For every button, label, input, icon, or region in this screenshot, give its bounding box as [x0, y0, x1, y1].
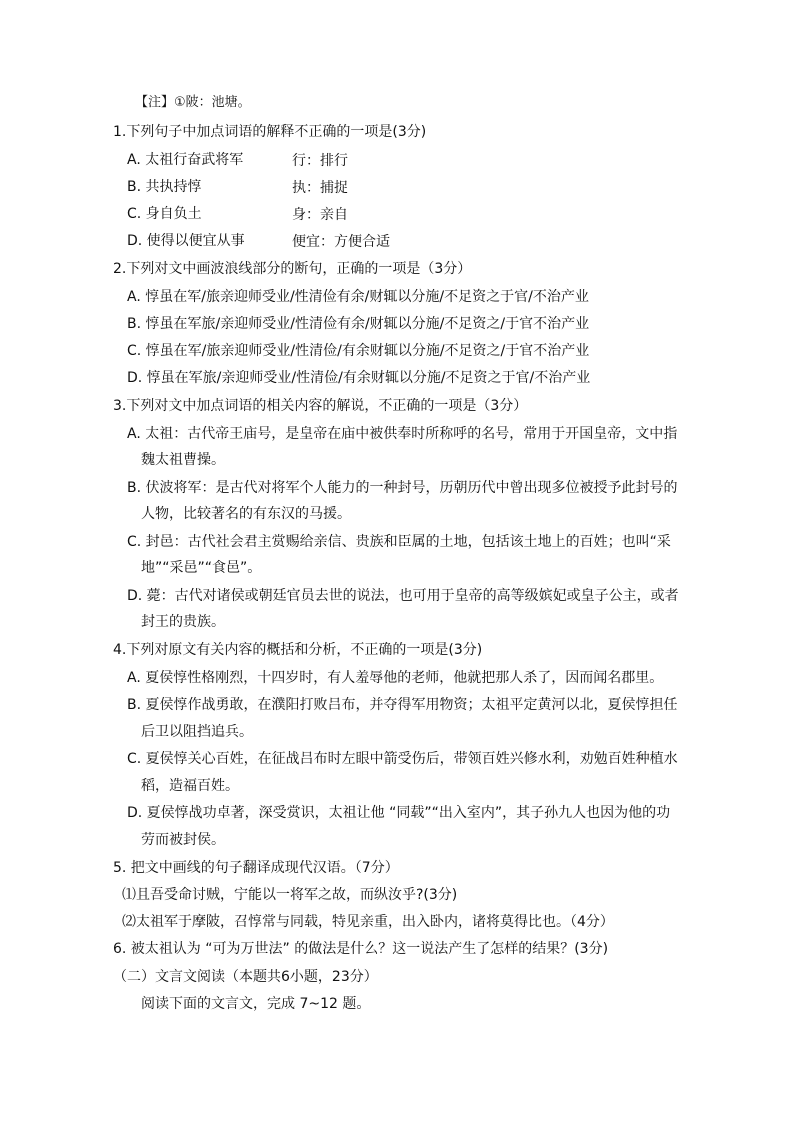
section-2-lead: 阅读下面的文言文，完成 7~12 题。	[141, 996, 371, 1012]
question-1-option-a	[127, 150, 427, 170]
question-5-item-2: ⑵太祖军于摩陂，召惇常与同载，特见亲重，出入卧内，诸将莫得比也。（4分）	[122, 914, 614, 930]
question-3-option-b-continued: 人物，比较著名的有东汉的马援。	[141, 506, 351, 522]
option-gloss: 执：捕捉	[292, 180, 348, 196]
question-2-stem: 2.下列对文中画波浪线部分的断句，正确的一项是（3分）	[113, 261, 472, 277]
question-2-option-d: D. 惇虽在军旅/亲迎师受业/性清俭/有余财辄以分施/不足资之于官/不治产业	[127, 370, 591, 386]
question-4-option-d-continued: 劳而被封侯。	[141, 832, 225, 848]
question-5-stem: 5. 把文中画线的句子翻译成现代汉语。（7分）	[113, 860, 399, 876]
question-6-stem: 6. 被太祖认为 “可为万世法” 的做法是什么？这一说法产生了怎样的结果？(3分)	[113, 941, 609, 957]
question-5-item-1: ⑴且吾受命讨贼，宁能以一将军之故，而纵汝乎?(3分)	[122, 887, 458, 903]
question-3-option-c-continued: 地”“采邑”“食邑”。	[141, 560, 262, 576]
section-2-title: （二）文言文阅读（本题共6小题，23分）	[113, 969, 378, 985]
question-3-option-a-continued: 魏太祖曹操。	[141, 452, 225, 468]
annotation-note: 【注】①陂：池塘。	[135, 95, 251, 110]
question-4-option-c: C. 夏侯惇关心百姓，在征战吕布时左眼中箭受伤后，带领百姓兴修水利，劝勉百姓种植水	[127, 751, 678, 767]
question-4-option-d: D. 夏侯惇战功卓著，深受赏识，太祖让他 “同载”“出入室内”，其子孙九人也因为他的功	[127, 805, 671, 821]
question-3-option-b: B. 伏波将军：是古代对将军个人能力的一种封号，历朝历代中曾出现多位被授予此封号的	[127, 480, 678, 496]
question-4-option-b-continued: 后卫以阻挡追兵。	[141, 724, 253, 740]
question-1-option-b	[127, 177, 427, 197]
question-3-option-d: D. 薨：古代对诸侯或朝廷官员去世的说法，也可用于皇帝的高等级嫔妃或皇子公主，或者	[127, 588, 679, 604]
question-1-option-d	[127, 231, 427, 251]
question-1-stem: 1.下列句子中加点词语的解释不正确的一项是(3分)	[113, 124, 427, 140]
option-text: C. 身自负土	[127, 206, 202, 222]
question-4-option-a: A. 夏侯惇性格刚烈，十四岁时，有人羞辱他的老师，他就把那人杀了，因而闻名郡里。	[127, 670, 664, 686]
question-2-option-a: A. 惇虽在军/旅亲迎师受业/性清俭有余/财辄以分施/不足资之于官/不治产业	[127, 289, 589, 305]
question-4-option-b: B. 夏侯惇作战勇敢，在濮阳打败吕布，并夺得军用物资；太祖平定黄河以北，夏侯惇担任	[127, 697, 678, 713]
option-text: D. 使得以便宜从事	[127, 233, 245, 249]
option-text: A. 太祖行奋武将军	[127, 152, 244, 168]
option-gloss: 便宜：方便合适	[292, 234, 390, 250]
question-4-option-c-continued: 稻，造福百姓。	[141, 778, 239, 794]
option-gloss: 行：排行	[292, 153, 348, 169]
question-3-option-d-continued: 封王的贵族。	[141, 614, 225, 630]
option-text: B. 共执持惇	[127, 179, 202, 195]
question-1-option-c	[127, 204, 427, 224]
question-4-stem: 4.下列对原文有关内容的概括和分析，不正确的一项是(3分)	[113, 642, 483, 658]
option-gloss: 身：亲自	[292, 207, 348, 223]
question-3-option-a: A. 太祖：古代帝王庙号，是皇帝在庙中被供奉时所称呼的名号，常用于开国皇帝，文中指	[127, 426, 678, 442]
question-3-stem: 3.下列对文中加点词语的相关内容的解说，不正确的一项是（3分）	[113, 398, 528, 414]
question-2-option-b: B. 惇虽在军旅/亲迎师受业/性清俭有余/财辄以分施/不足资之/于官不治产业	[127, 316, 590, 332]
question-2-option-c: C. 惇虽在军/旅亲迎师受业/性清俭/有余财辄以分施/不足资之/于官不治产业	[127, 343, 590, 359]
question-3-option-c: C. 封邑：古代社会君主赏赐给亲信、贵族和臣属的土地，包括该土地上的百姓；也叫“采	[127, 534, 671, 550]
